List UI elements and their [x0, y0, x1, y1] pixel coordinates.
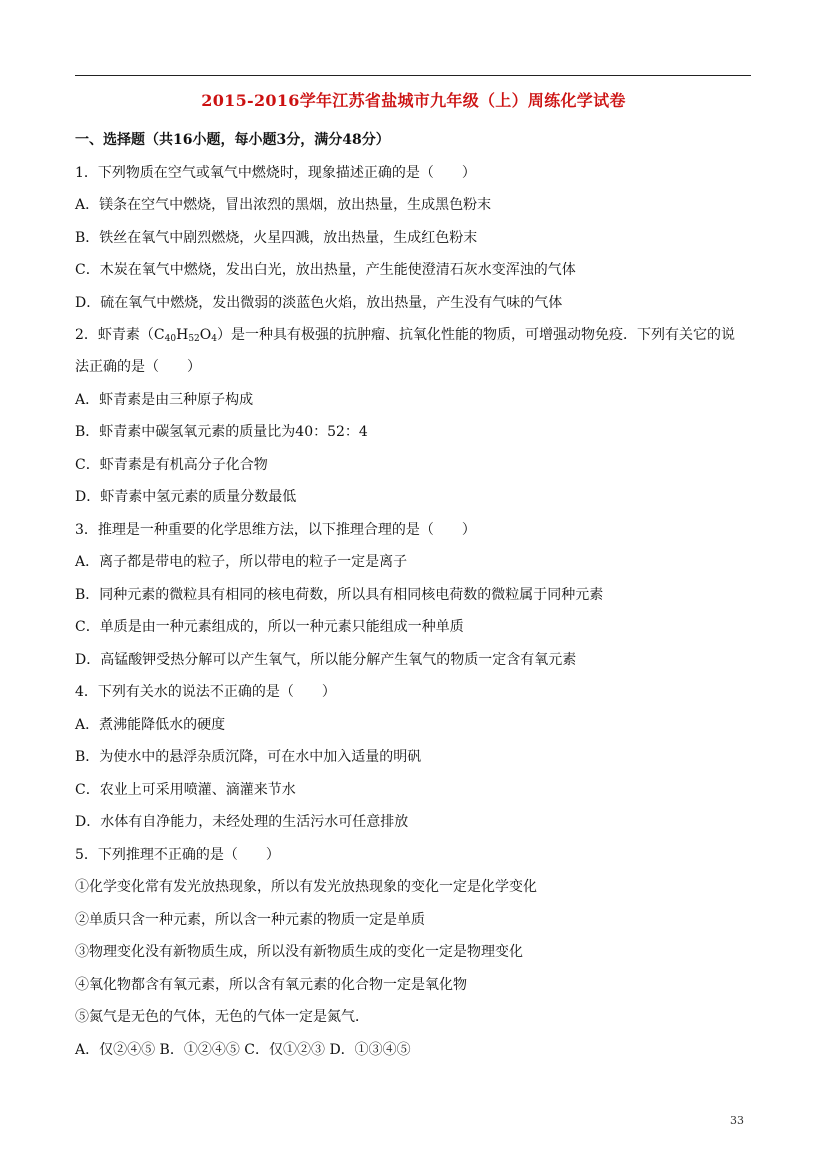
question-4-option-d: D．水体有自净能力，未经处理的生活污水可任意排放	[75, 814, 409, 830]
question-3-option-b: B．同种元素的微粒具有相同的核电荷数，所以具有相同核电荷数的微粒属于同种元素	[75, 587, 604, 603]
question-2-option-d: D．虾青素中氢元素的质量分数最低	[75, 489, 297, 505]
question-2-option-b: B．虾青素中碳氢氧元素的质量比为40：52：4	[75, 424, 368, 440]
question-3-option-c: C．单质是由一种元素组成的，所以一种元素只能组成一种单质	[75, 619, 464, 635]
question-5-statement-4: ④氧化物都含有氧元素，所以含有氧元素的化合物一定是氧化物	[75, 977, 467, 993]
question-4-option-a: A．煮沸能降低水的硬度	[75, 717, 226, 733]
question-1-option-d: D．硫在氧气中燃烧，发出微弱的淡蓝色火焰，放出热量，产生没有气味的气体	[75, 295, 563, 311]
question-2-stem-post: ）是一种具有极强的抗肿瘤、抗氧化性能的物质，可增强动物免疫．下列有关它的说	[216, 327, 735, 343]
question-1-option-b: B．铁丝在氧气中剧烈燃烧，火星四溅，放出热量，生成红色粉末	[75, 230, 478, 246]
question-3-option-a: A．离子都是带电的粒子，所以带电的粒子一定是离子	[75, 554, 408, 570]
question-3-option-d: D．高锰酸钾受热分解可以产生氧气，所以能分解产生氧气的物质一定含有氧元素	[75, 652, 577, 668]
question-1-stem: 1．下列物质在空气或氧气中燃烧时，现象描述正确的是（ ）	[75, 165, 476, 181]
question-4-option-b: B．为使水中的悬浮杂质沉降，可在水中加入适量的明矾	[75, 749, 422, 765]
question-4-stem: 4．下列有关水的说法不正确的是（ ）	[75, 684, 336, 700]
header-rule	[75, 75, 751, 76]
question-2-stem-pre: 2．虾青素（	[75, 327, 154, 343]
question-2-stem	[75, 324, 735, 344]
question-5-stem: 5．下列推理不正确的是（ ）	[75, 847, 280, 863]
question-5-options: A．仅②④⑤ B．①②④⑤ C．仅①②③ D．①③④⑤	[75, 1042, 411, 1058]
question-3-stem: 3．推理是一种重要的化学思维方法，以下推理合理的是（ ）	[75, 522, 476, 538]
chemical-formula: $C_{40}H_{52}O_4$	[153, 327, 217, 344]
question-5-statement-1: ①化学变化常有发光放热现象，所以有发光放热现象的变化一定是化学变化	[75, 879, 537, 895]
page-title: 2015-2016学年江苏省盐城市九年级（上）周练化学试卷	[201, 91, 626, 110]
question-5-statement-5: ⑤氮气是无色的气体，无色的气体一定是氮气．	[75, 1009, 369, 1025]
question-1-option-a: A．镁条在空气中燃烧，冒出浓烈的黑烟，放出热量，生成黑色粉末	[75, 197, 492, 213]
question-5-statement-2: ②单质只含一种元素，所以含一种元素的物质一定是单质	[75, 912, 425, 928]
section-heading: 一、选择题（共16小题，每小题3分，满分48分）	[75, 132, 390, 148]
question-2-option-c: C．虾青素是有机高分子化合物	[75, 457, 268, 473]
question-2-stem-cont: 法正确的是（ ）	[75, 359, 201, 375]
question-5-statement-3: ③物理变化没有新物质生成，所以没有新物质生成的变化一定是物理变化	[75, 944, 523, 960]
question-4-option-c: C．农业上可采用喷灌、滴灌来节水	[75, 782, 296, 798]
page-number: 33	[730, 1114, 744, 1127]
question-2-option-a: A．虾青素是由三种原子构成	[75, 392, 254, 408]
question-1-option-c: C．木炭在氧气中燃烧，发出白光，放出热量，产生能使澄清石灰水变浑浊的气体	[75, 262, 576, 278]
